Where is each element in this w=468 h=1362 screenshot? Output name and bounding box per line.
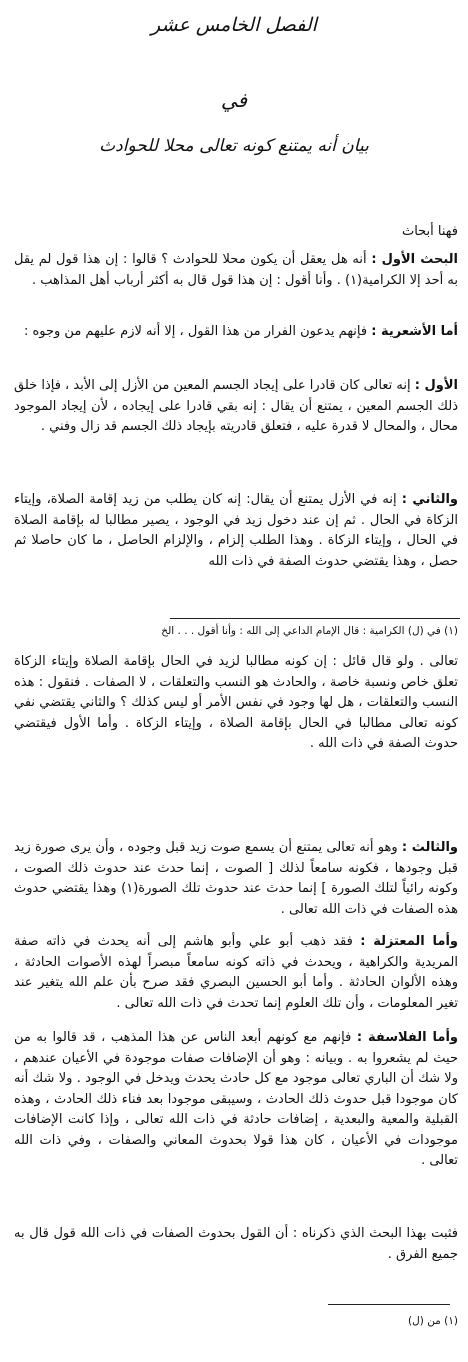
paragraph-text: فإنهم مع كونهم أبعد الناس عن هذا المذهب ، قد قالوا به من حيث لم يشعروا به . وبيانه : وهو أن الإضافات صفات موجودة في الأعيان عندهم ، ولا شك أن الباري تعالى موجود مع كل حادث يحدث ويدخل في الوجود . ولا شك أنه كان موجودا قبل حدوث ذلك الحادث ، وسيبقى موجودا بعد فناء ذلك الحادث ، وهذه القبلية والمعية والبعدية ، إضافات حادثة في ذات الله تعالى ، وإذا كانت الإضافات موجودات في الأعيان ، كان هذا قولا بحدوث المعاني والصفات ، وفي ذات الله تعالى . bbox=[14, 1030, 458, 1168]
paragraph-lead: وأما المعتزلة : bbox=[360, 934, 458, 949]
paragraph-text: وهو أنه تعالى يمتنع أن يسمع صوت زيد قبل وجوده ، وأن يرى صورة زيد قبل وجودها ، فكونه سامعاً لذلك [ الصوت ، إنما حدث عند حدوث ذلك الصوت ، وكونه رائياً لتلك الصورة ] إنما حدث عند حدوث تلك الصورة(١) وهذا يقتضي حدوث هذه الصفات في ذات الله تعالى . bbox=[14, 840, 459, 917]
paragraph-3 bbox=[14, 376, 458, 438]
footnote-divider bbox=[328, 1304, 450, 1305]
paragraph-lead: البحث الأول : bbox=[371, 252, 458, 267]
chapter-subtitle: بيان أنه يمتنع كونه تعالى محلا للحوادث bbox=[99, 136, 369, 156]
footnote-2: (١) من (ل) bbox=[408, 1315, 458, 1327]
paragraph-lead: والثاني : bbox=[401, 492, 458, 507]
paragraph-text: فقد ذهب أبو علي وأبو هاشم إلى أنه يحدث في ذاته صفة المريدية والكراهية ، ويحدث في ذاته كونه سامعاً مبصراً لهذه الأصوات الحادثة ، وهذه الألوان الحادثة . وأما أبو الحسين البصري فقد صرح بأن علم الله يتغير عند تغير المعلومات ، وأن تلك العلوم إنما تحدث في ذات الله تعالى . bbox=[14, 934, 458, 1011]
footnote-1: (١) في (ل) الكرامية : قال الإمام الداعي إلى الله : وأنا أقول . . . الخ bbox=[161, 625, 458, 637]
paragraph-2 bbox=[14, 322, 458, 343]
paragraph-lead: وأما الفلاسفة : bbox=[356, 1030, 458, 1045]
paragraph-lead: والثالث : bbox=[401, 840, 458, 855]
footnote-divider bbox=[170, 618, 460, 619]
paragraph-4 bbox=[14, 490, 458, 572]
paragraph-lead: الأول : bbox=[414, 378, 458, 393]
paragraph-1 bbox=[14, 250, 458, 291]
paragraph-text: فثبت بهذا البحث الذي ذكرناه : أن القول بحدوث الصفات في ذات الله قول قال به جميع الفرق . bbox=[14, 1226, 458, 1262]
paragraph-7 bbox=[14, 932, 458, 1014]
paragraph-text: أنه هل يعقل أن يكون محلا للحوادث ؟ قالوا : إن هذا قول لم يقل به أحد إلا الكرامية(١) . وأنا أقول : إن هذا قول قال به أكثر أرباب أهل المذاهب . bbox=[14, 252, 458, 288]
paragraph-6 bbox=[14, 838, 458, 920]
paragraph-5 bbox=[14, 652, 458, 755]
heading-fi: في bbox=[220, 88, 248, 112]
paragraph-text: إنه في الأزل يمتنع أن يقال: إنه كان يطلب من زيد إقامة الصلاة، وإيتاء الزكاة في الحال . ثم إن عند دخول زيد في الوجود ، يصير مطالبا له بإقامة الصلاة في الحال ، وإيتاء الزكاة . وهذا الطلب إلزام ، والإلزام الحاصل ، ما كان حاصلا ثم حصل ، وهذا يقتضي حدوث الصفة في ذات الله bbox=[14, 492, 458, 569]
chapter-title: الفصل الخامس عشر bbox=[151, 14, 317, 36]
paragraph-text: إنه تعالى كان قادرا على إيجاد الجسم المعين من الأزل إلى الأبد ، فإذا خلق ذلك الجسم المعين ، يمتنع أن يقال : إنه بقي قادرا على إيجاده ، لأن إيجاد الموجود محال ، والمحال لا قدرة عليه ، فتعلق قادريته بإيجاد ذلك الجسم قد زال وفني . bbox=[14, 378, 458, 434]
paragraph-text: فإنهم يدعون الفرار من هذا القول ، إلا أنه لازم عليهم من وجوه : bbox=[23, 324, 368, 339]
intro-line: فهنا أبحاث bbox=[401, 224, 458, 239]
paragraph-8 bbox=[14, 1028, 458, 1172]
paragraph-text: تعالى . ولو قال قائل : إن كونه مطالبا لزيد في الحال بإقامة الصلاة وإيتاء الزكاة تعلق خاص ونسبة خاصة ، والحادث هو النسب والتعلقات ، لا الصفات . فنقول : هذه النسب والتعلقات ، هل لها وجود في نفس الأمر أو ليس كذلك ؟ والثاني يقتضي نفي كونه تعالى مطالبا في الحال بإقامة الصلاة ، وإيتاء الزكاة . وأما الأول فيقتضي حدوث الصفة في ذات الله . bbox=[14, 654, 458, 751]
paragraph-lead: أما الأشعرية : bbox=[371, 324, 458, 339]
paragraph-9 bbox=[14, 1224, 458, 1265]
